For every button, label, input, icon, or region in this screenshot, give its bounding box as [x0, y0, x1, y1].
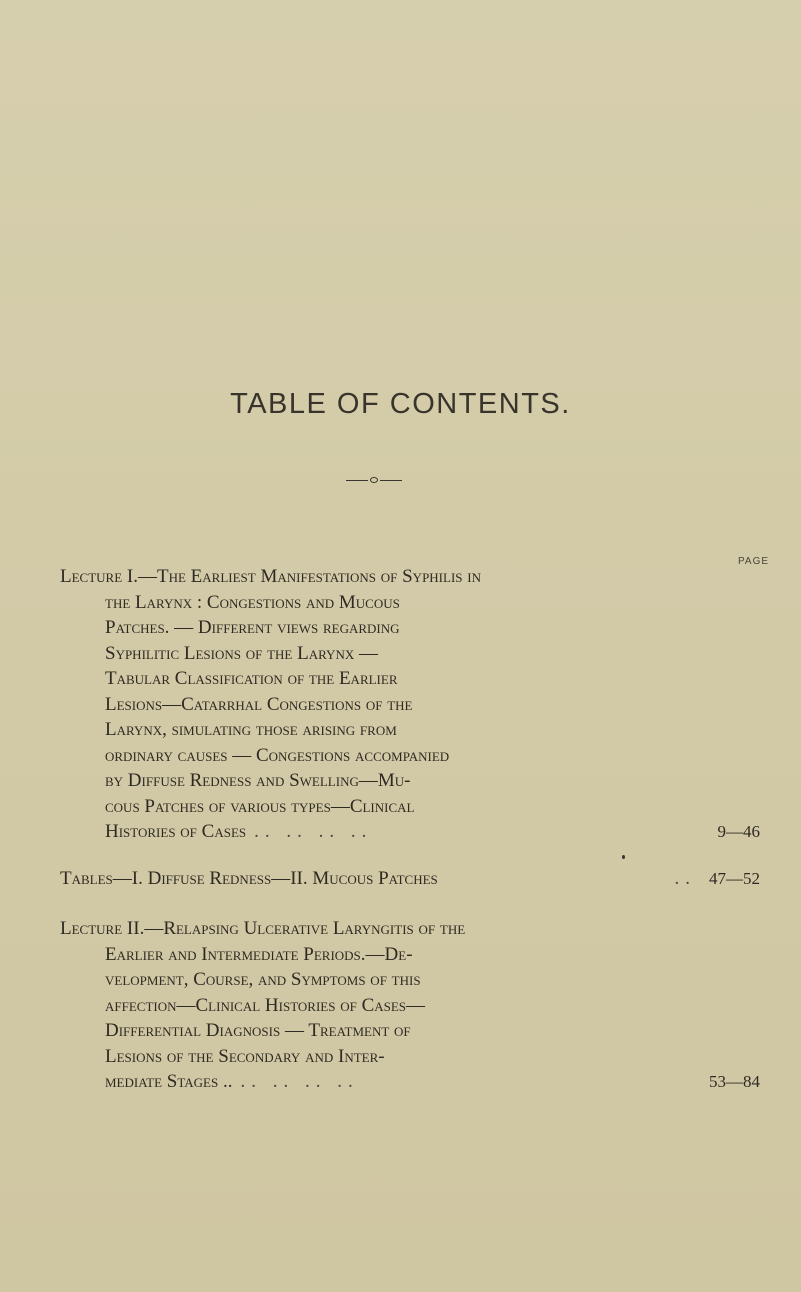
toc-entry-line: Histories of Cases	[105, 821, 247, 842]
toc-entry-line: Earlier and Intermediate Periods.—De-	[105, 943, 413, 965]
toc-entry-line: by Diffuse Redness and Swelling—Mu-	[105, 770, 411, 791]
toc-entry-last-line	[60, 1069, 760, 1095]
toc-entry-tables[interactable]	[60, 866, 760, 892]
toc-leader-dots: ..	[674, 868, 696, 889]
toc-entry-lecture-1[interactable]	[60, 564, 760, 845]
toc-entry-row	[60, 866, 760, 892]
toc-page-range: 47—52	[709, 869, 760, 888]
toc-entry-line: cous Patches of various types—Clinical	[105, 795, 415, 817]
page-column-header: PAGE	[738, 556, 770, 567]
title-ornament	[346, 478, 402, 484]
toc-entry-last-line	[60, 819, 760, 845]
toc-entry-line: Patches. — Different views regarding	[105, 617, 400, 638]
toc-leader-dots: .. .. .. ..	[240, 1071, 359, 1092]
toc-entry-line: ordinary causes — Congestions accompanied	[105, 744, 450, 766]
ornament-diamond-icon	[370, 477, 378, 483]
toc-entry-lead: Lecture I.—The Earliest Manifestations of Syphilis in	[60, 566, 481, 587]
toc-entry-line: Differential Diagnosis — Treatment of	[105, 1020, 411, 1041]
toc-entry-lead: Tables—I. Diffuse Redness—II. Mucous Patches	[60, 868, 438, 889]
toc-entry-line: mediate Stages ..	[105, 1071, 233, 1092]
toc-entry-line: velopment, Course, and Symptoms of this	[105, 969, 421, 990]
toc-entry-line: the Larynx : Congestions and Mucous	[105, 591, 400, 613]
ornament-line-right	[380, 480, 402, 481]
toc-entry-line: Tabular Classification of the Earlier	[105, 668, 398, 689]
page-title: TABLE OF CONTENTS.	[230, 388, 571, 420]
ornament-line-left	[346, 480, 368, 481]
toc-entry-lecture-2[interactable]	[60, 916, 760, 1095]
toc-leader-dots: .. .. .. ..	[254, 821, 373, 842]
toc-entry-line: Lesions—Catarrhal Congestions of the	[105, 693, 413, 715]
toc-entry-line: Syphilitic Lesions of the Larynx —	[105, 642, 378, 664]
stray-mark	[622, 855, 625, 859]
toc-entry-line: Lesions of the Secondary and Inter-	[105, 1045, 385, 1067]
toc-entry-line: affection—Clinical Histories of Cases—	[105, 994, 426, 1016]
toc-page-range: 9—46	[717, 822, 760, 841]
toc-page-range: 53—84	[709, 1072, 760, 1091]
toc-entry-line: Larynx, simulating those arising from	[105, 719, 397, 740]
toc-entry-lead: Lecture II.—Relapsing Ulcerative Laryngitis of the	[60, 918, 466, 939]
